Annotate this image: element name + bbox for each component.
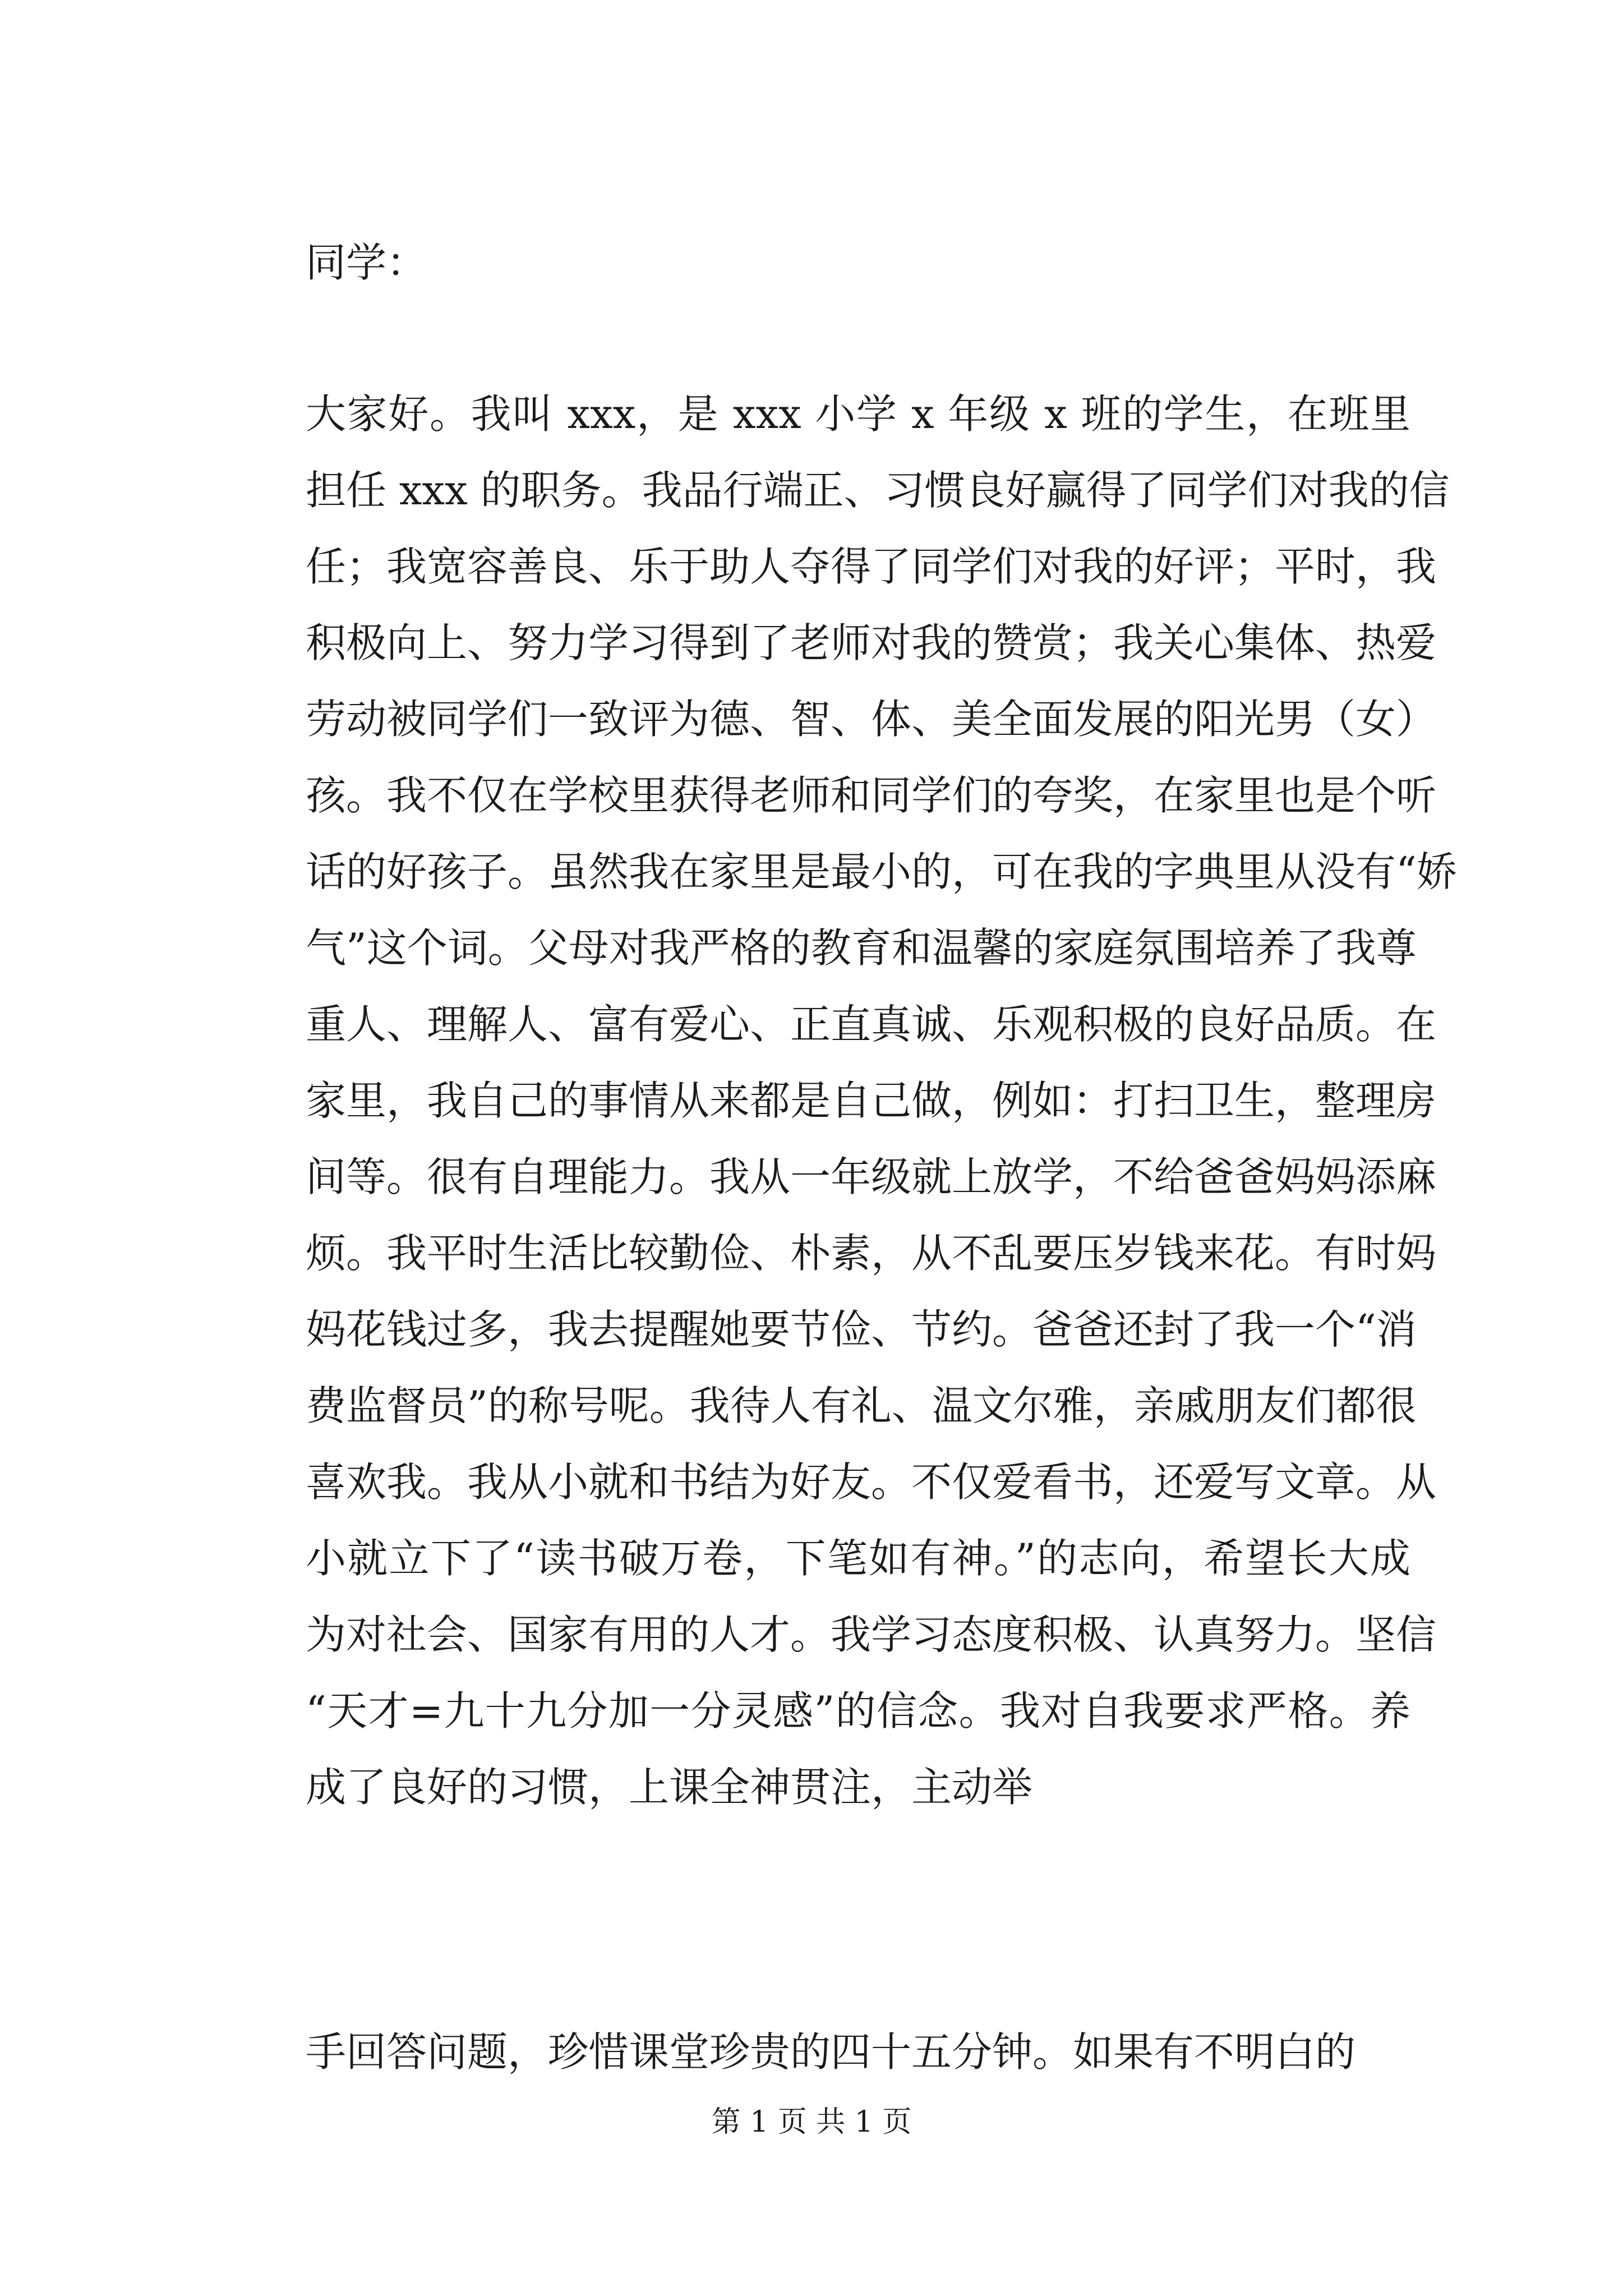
tail-paragraph: [306, 2014, 1410, 2090]
tail-line: 手回答问题，珍惜课堂珍贵的四十五分钟。如果有不明白的: [306, 2028, 1356, 2076]
body-line-18: “天才=九十九分加一分灵感”的信念。我对自我要求严格。养: [306, 1687, 1410, 1734]
body-line-10: 家里，我自己的事情从来都是自己做，例如：打扫卫生，整理房: [306, 1077, 1437, 1124]
body-line-11: 间等。很有自理能力。我从一年级就上放学，不给爸爸妈妈添麻: [306, 1153, 1437, 1200]
body-line-9: 重人、理解人、富有爱心、正直真诚、乐观积极的良好品质。在: [306, 1001, 1437, 1048]
body-line-12: 烦。我平时生活比较勤俭、朴素，从不乱要压岁钱来花。有时妈: [306, 1230, 1437, 1277]
body-paragraph: [306, 376, 1457, 1825]
body-line-8: 气”这个词。父母对我严格的教育和温馨的家庭氛围培养了我尊: [306, 924, 1417, 972]
body-line-4: 积极向上、努力学习得到了老师对我的赞赏；我关心集体、热爱: [306, 619, 1437, 666]
greeting-line: 同学：: [306, 239, 427, 286]
body-line-6: 孩。我不仅在学校里获得老师和同学们的夸奖，在家里也是个听: [306, 772, 1437, 819]
body-line-16: 小就立下了“读书破万卷，下笔如有神。”的志向，希望长大成: [306, 1535, 1410, 1582]
body-line-14: 费监督员”的称号呢。我待人有礼、温文尔雅，亲戚朋友们都很: [306, 1382, 1417, 1429]
greeting-paragraph: [306, 224, 1410, 301]
body-line-5: 劳动被同学们一致评为德、智、体、美全面发展的阳光男（女）: [306, 696, 1437, 743]
body-line-1: 大家好。我叫 xxx，是 xxx 小学 x 年级 x 班的学生，在班里: [306, 390, 1410, 438]
body-line-2: 担任 xxx 的职务。我品行端正、习惯良好赢得了同学们对我的信: [306, 467, 1450, 514]
body-line-15: 喜欢我。我从小就和书结为好友。不仅爱看书，还爱写文章。从: [306, 1458, 1437, 1506]
body-line-7: 话的好孩子。虽然我在家里是最小的，可在我的字典里从没有“娇: [306, 848, 1457, 895]
page-footer: 第 1 页 共 1 页: [711, 2105, 912, 2139]
body-line-17: 为对社会、国家有用的人才。我学习态度积极、认真努力。坚信: [306, 1611, 1437, 1658]
body-line-3: 任；我宽容善良、乐于助人夺得了同学们对我的好评；平时，我: [306, 543, 1437, 590]
body-line-19: 成了良好的习惯，上课全神贯注，主动举: [306, 1764, 1033, 1811]
body-line-13: 妈花钱过多，我去提醒她要节俭、节约。爸爸还封了我一个“消: [306, 1306, 1417, 1353]
